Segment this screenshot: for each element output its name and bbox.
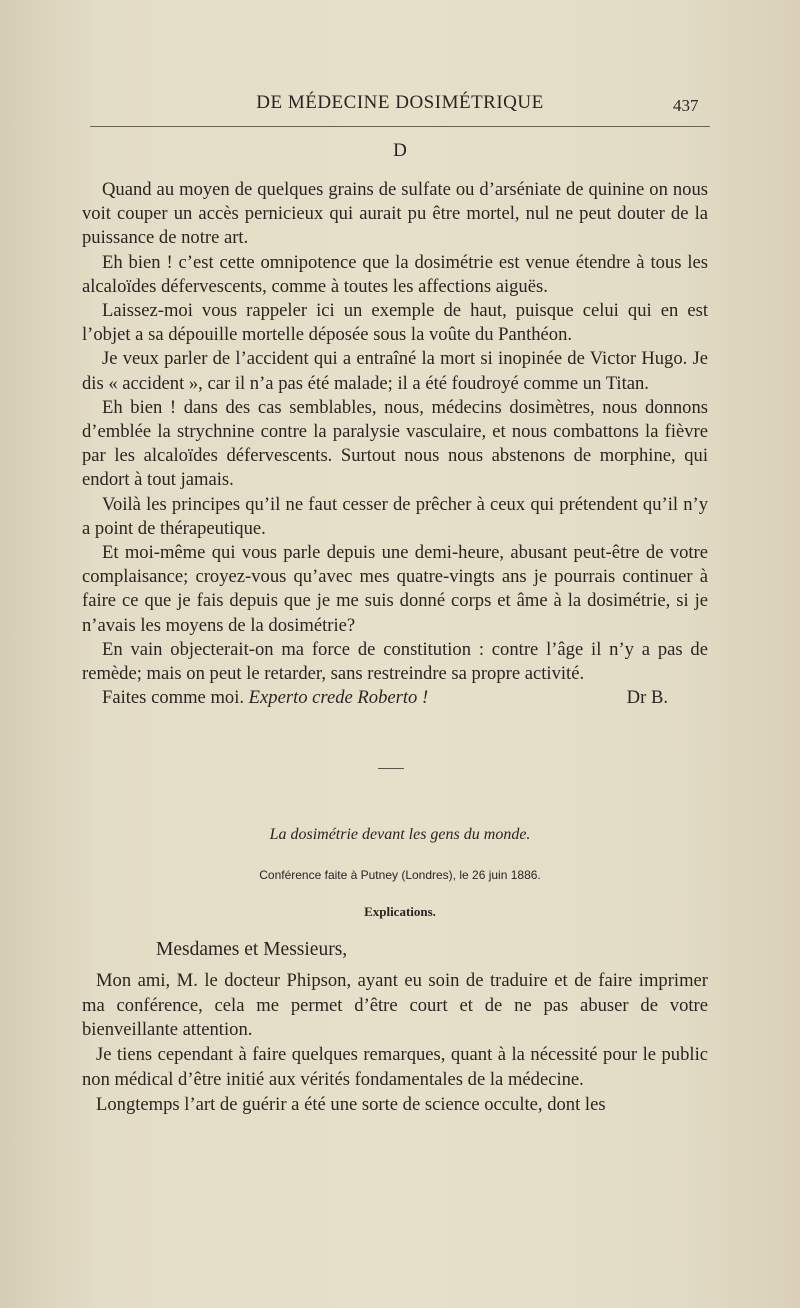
speech-text [82, 938, 708, 1118]
signoff-motto: Experto crede Roberto ! [248, 687, 429, 709]
signoff-line [82, 686, 708, 710]
body-text [82, 178, 708, 710]
signoff-text [82, 686, 428, 710]
paragraph: Longtemps l’art de guérir a été une sorte de science occulte, dont les [96, 1093, 606, 1115]
article-kicker: Explications. [364, 904, 436, 919]
paragraph: Laissez-moi vous rappeler ici un exemple de haut, puisque celui qui en est l’objet a sa dépouille mortelle déposée sous la voûte du Panthéon. [82, 300, 708, 346]
paragraph: Je veux parler de l’accident qui a entraîné la mort si inopinée de Victor Hugo. Je dis « accident », car il n’a pas été malade; il a été foudroyé comme un Titan. [82, 348, 708, 394]
section-letter: D [393, 140, 407, 161]
paragraph: Eh bien ! dans des cas semblables, nous, médecins dosimètres, nous donnons d’emblée la strychnine contre la paralysie vasculaire, et nous combattons la fièvre par les alcaloïdes défervescents. Surtout nous nous abstenons de morphine, qui endort à tout jamais. [82, 396, 708, 491]
article-subtitle: Conférence faite à Putney (Londres), le 26 juin 1886. [259, 868, 541, 882]
signature: Dr B. [626, 687, 668, 709]
paragraph: Quand au moyen de quelques grains de sulfate ou d’arséniate de quinine on nous voit couper un accès pernicieux qui aurait pu être mortel, nul ne peut douter de la puissance de notre art. [82, 179, 708, 249]
running-head [0, 92, 800, 122]
paragraph: Et moi-même qui vous parle depuis une demi-heure, abusant peut-être de votre complaisance; croyez-vous qu’avec mes quatre-vingts ans je pourrais continuer à faire ce que je fais depuis que je me suis donné corps et âme à la dosimétrie, si je n’avais les moyens de la dosimétrie? [82, 542, 708, 636]
salutation: Mesdames et Messieurs, [156, 939, 348, 960]
paragraph: Mon ami, M. le docteur Phipson, ayant eu soin de traduire et de faire imprimer ma conférence, cela me permet d’être court et de ne pas abuser de votre bienveillante attention. [82, 969, 708, 1041]
paragraph: Je tiens cependant à faire quelques remarques, quant à la nécessité pour le public non médical d’être initié aux vérités fondamentales de la médecine. [82, 1044, 708, 1090]
paragraph: En vain objecterait-on ma force de constitution : contre l’âge il n’y a pas de remède; mais on peut le retarder, sans restreindre sa propre activité. [82, 638, 708, 685]
header-rule [90, 126, 710, 127]
paragraph: Eh bien ! c’est cette omnipotence que la dosimétrie est venue étendre à tous les alcaloïdes défervescents, comme à toutes les affections aiguës. [82, 251, 708, 297]
section-separator [378, 768, 404, 769]
signoff-lead: Faites comme moi. [102, 687, 245, 709]
article-title: La dosimétrie devant les gens du monde. [269, 826, 531, 843]
running-title: DE MÉDECINE DOSIMÉTRIQUE [256, 92, 544, 113]
page-number: 437 [673, 96, 699, 115]
paragraph: Voilà les principes qu’il ne faut cesser de prêcher à ceux qui prétendent qu’il n’y a point de thérapeutique. [82, 493, 708, 539]
